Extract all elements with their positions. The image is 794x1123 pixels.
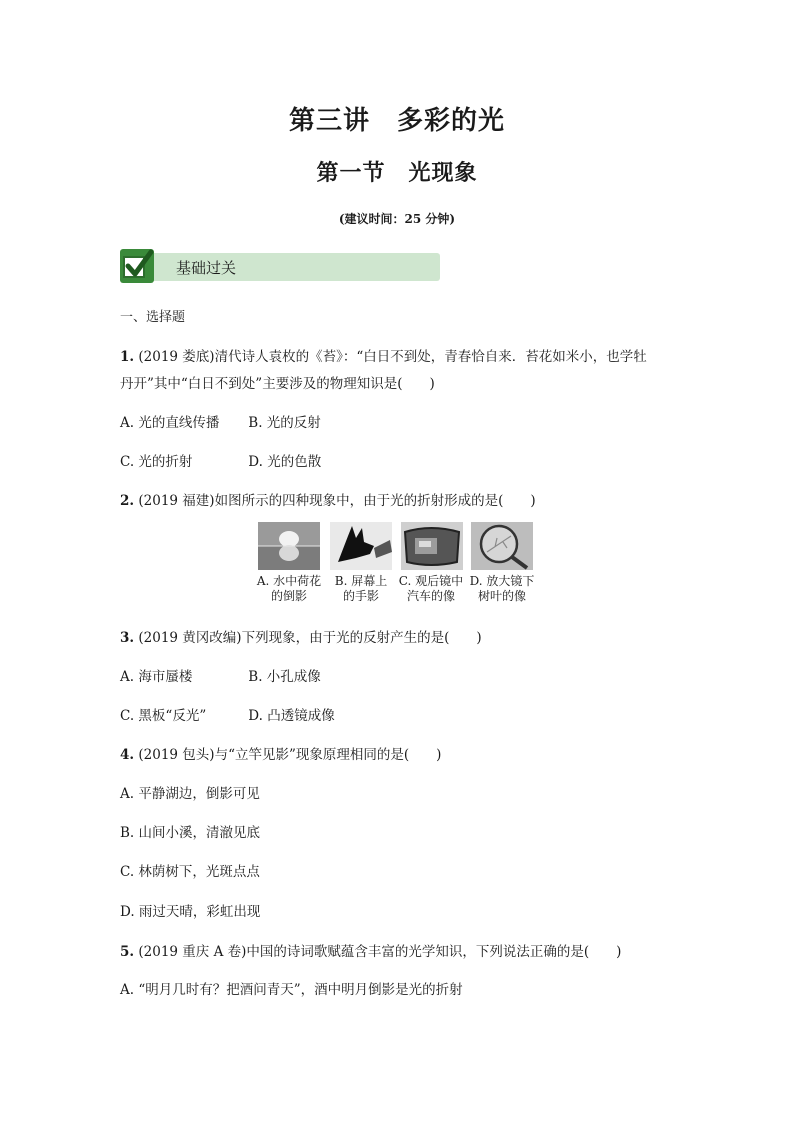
question-4: [120, 743, 441, 763]
option-c: C. 林荫树下，光斑点点: [120, 864, 260, 880]
caption-line: B. 屏幕上: [334, 574, 388, 588]
question-3: [120, 626, 482, 646]
option-a: A. “明月几时有？把酒问青天”，酒中明月倒影是光的折射: [120, 982, 463, 998]
banner-label: 基础过关: [176, 259, 237, 277]
question-2: [120, 489, 536, 509]
option-b: B. 光的反射: [248, 415, 321, 431]
check-icon: [120, 249, 154, 283]
caption-line: 的手影: [342, 589, 379, 603]
question-number: 4.: [120, 747, 135, 763]
caption-line: C. 观后镜中: [398, 574, 464, 588]
question-stem: (2019 黄冈改编)下列现象，由于光的反射产生的是( ): [138, 630, 482, 646]
question-number: 2.: [120, 493, 135, 509]
rear-mirror-image: [401, 522, 463, 570]
section-heading: 一、选择题: [120, 310, 186, 325]
figure-caption-d: [467, 574, 537, 604]
option-c: C. 光的折射: [120, 454, 193, 470]
question-5: [120, 940, 621, 960]
question-stem: (2019 娄底)清代诗人袁枚的《苔》：“白日不到处，青春恰自来．苔花如米小，也学牡: [138, 349, 647, 365]
figure-caption-a: [254, 574, 324, 604]
figure-caption-c: [396, 574, 466, 604]
option-d: D. 凸透镜成像: [248, 708, 335, 724]
option-a: A. 光的直线传播: [120, 415, 220, 431]
question-number: 1.: [120, 349, 135, 365]
hand-shadow-image: [330, 522, 392, 570]
question-number: 5.: [120, 944, 135, 960]
caption-line: 的倒影: [270, 589, 307, 603]
option-b: B. 山间小溪，清澈见底: [120, 825, 261, 841]
caption-line: A. 水中荷花: [256, 574, 322, 588]
section-title: 第一节 光现象: [316, 160, 478, 186]
figure-caption-b: [326, 574, 396, 604]
question-3-options-row1: [120, 665, 321, 685]
caption-line: 汽车的像: [406, 589, 455, 603]
time-note: (建议时间：25 分钟): [338, 212, 456, 226]
question-stem: (2019 包头)与“立竿见影”现象原理相同的是( ): [138, 747, 442, 763]
question-3-options-row2: [120, 704, 335, 724]
lotus-reflection-image: [258, 522, 320, 570]
question-1: [120, 345, 647, 365]
basic-level-banner: [120, 253, 440, 281]
option-a: A. 平静湖边，倒影可见: [120, 786, 260, 802]
option-d: D. 光的色散: [248, 454, 322, 470]
option-c: C. 黑板“反光”: [120, 708, 207, 724]
magnifier-leaf-image: [471, 522, 533, 570]
question-stem: (2019 福建)如图所示的四种现象中，由于光的折射形成的是( ): [138, 493, 536, 509]
question-1-options-row1: [120, 411, 321, 431]
caption-line: 树叶的像: [477, 589, 526, 603]
question-1-options-row2: [120, 450, 321, 470]
chapter-title: 第三讲 多彩的光: [288, 106, 505, 136]
question-1-stem-continued: 丹开”其中“白日不到处”主要涉及的物理知识是( ): [120, 376, 435, 392]
question-number: 3.: [120, 630, 135, 646]
option-b: B. 小孔成像: [248, 669, 321, 685]
option-a: A. 海市蜃楼: [120, 669, 193, 685]
option-d: D. 雨过天晴，彩虹出现: [120, 904, 261, 920]
caption-line: D. 放大镜下: [469, 574, 535, 588]
question-stem: (2019 重庆 A 卷)中国的诗词歌赋蕴含丰富的光学知识，下列说法正确的是( ): [138, 944, 622, 960]
